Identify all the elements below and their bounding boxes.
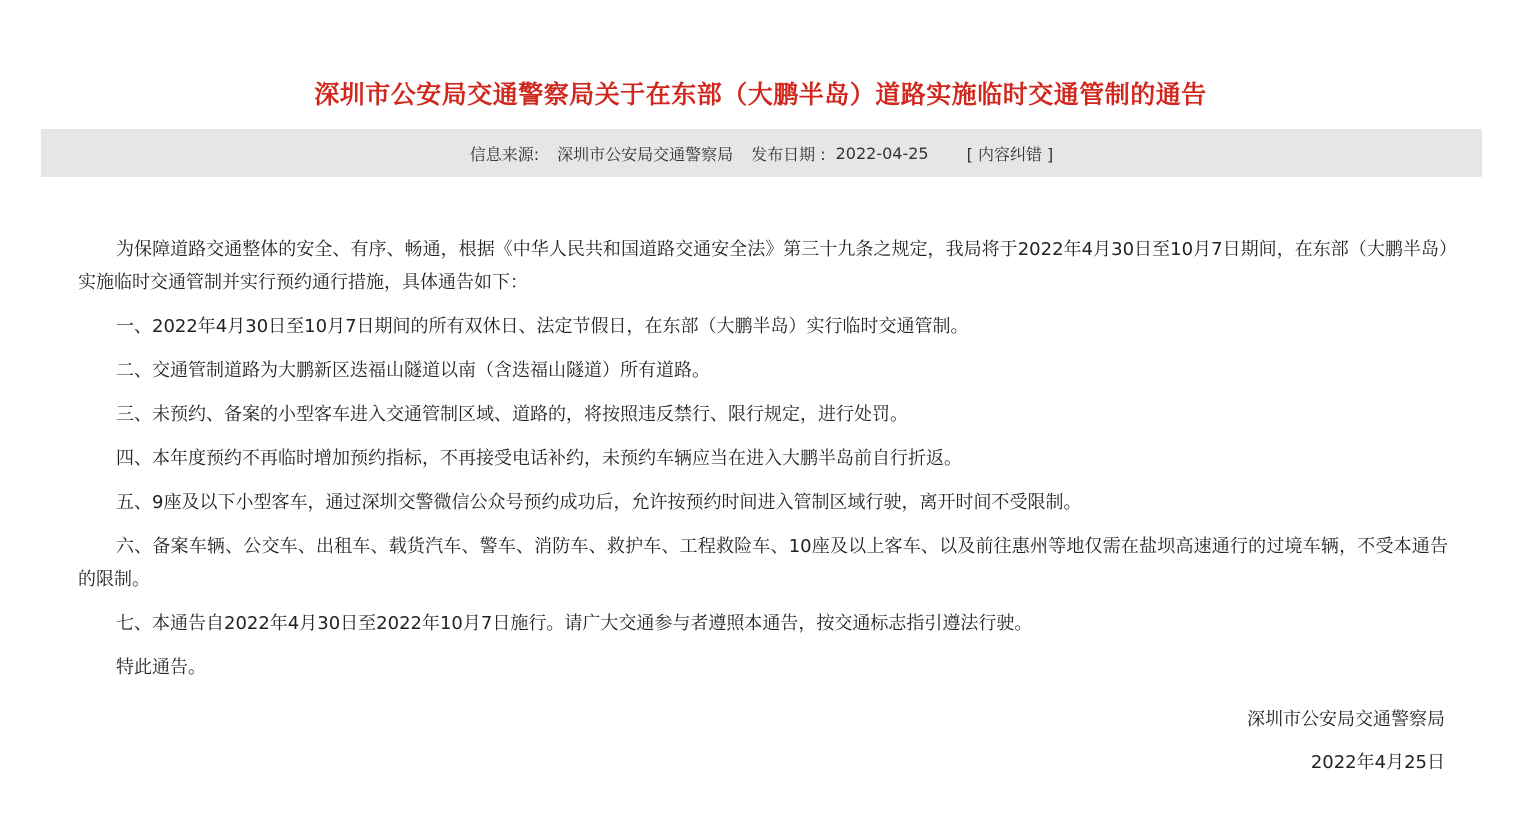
- article-meta-bar: [41, 129, 1482, 177]
- date-label: 发布日期 :: [751, 144, 826, 164]
- signature-date: 2022年4月25日: [1310, 752, 1445, 773]
- signature-organization: 深圳市公安局交通警察局: [1247, 709, 1445, 730]
- notice-item-3: 三、未预约、备案的小型客车进入交通管制区域、道路的，将按照违反禁行、限行规定，进行处罚。: [116, 404, 908, 425]
- source-label: 信息来源:: [469, 144, 540, 164]
- notice-item-4: 四、本年度预约不再临时增加预约指标，不再接受电话补约，未预约车辆应当在进入大鹏半岛前自行折返。: [116, 448, 962, 469]
- notice-item-1: 一、2022年4月30日至10月7日期间的所有双休日、法定节假日，在东部（大鹏半岛）实行临时交通管制。: [116, 316, 969, 337]
- publish-date: 2022-04-25: [835, 143, 929, 163]
- notice-item-2: 二、交通管制道路为大鹏新区迭福山隧道以南（含迭福山隧道）所有道路。: [116, 360, 710, 381]
- notice-item-5: 五、9座及以下小型客车，通过深圳交警微信公众号预约成功后，允许按预约时间进入管制区域行驶，离开时间不受限制。: [116, 492, 1082, 513]
- notice-item-6: 六、备案车辆、公交车、出租车、载货汽车、警车、消防车、救护车、工程救险车、10座及以上客车、以及前往惠州等地仅需在盐坝高速通行的过境车辆，不受本通告的限制。: [78, 536, 1448, 590]
- source-value: 深圳市公安局交通警察局: [557, 144, 734, 164]
- intro-paragraph: 为保障道路交通整体的安全、有序、畅通，根据《中华人民共和国道路交通安全法》第三十九条之规定，我局将于2022年4月30日至10月7日期间，在东部（大鹏半岛）实施临时交通管制并实行预约通行措施，具体通告如下：: [78, 239, 1448, 293]
- content-correction-link[interactable]: [ 内容纠错 ]: [966, 144, 1054, 164]
- article-body: [78, 233, 1448, 695]
- notice-item-7: 七、本通告自2022年4月30日至2022年10月7日施行。请广大交通参与者遵照本通告，按交通标志指引遵法行驶。: [116, 613, 1033, 634]
- closing-statement: 特此通告。: [116, 657, 206, 678]
- page-title: 深圳市公安局交通警察局关于在东部（大鹏半岛）道路实施临时交通管制的通告: [314, 79, 1207, 109]
